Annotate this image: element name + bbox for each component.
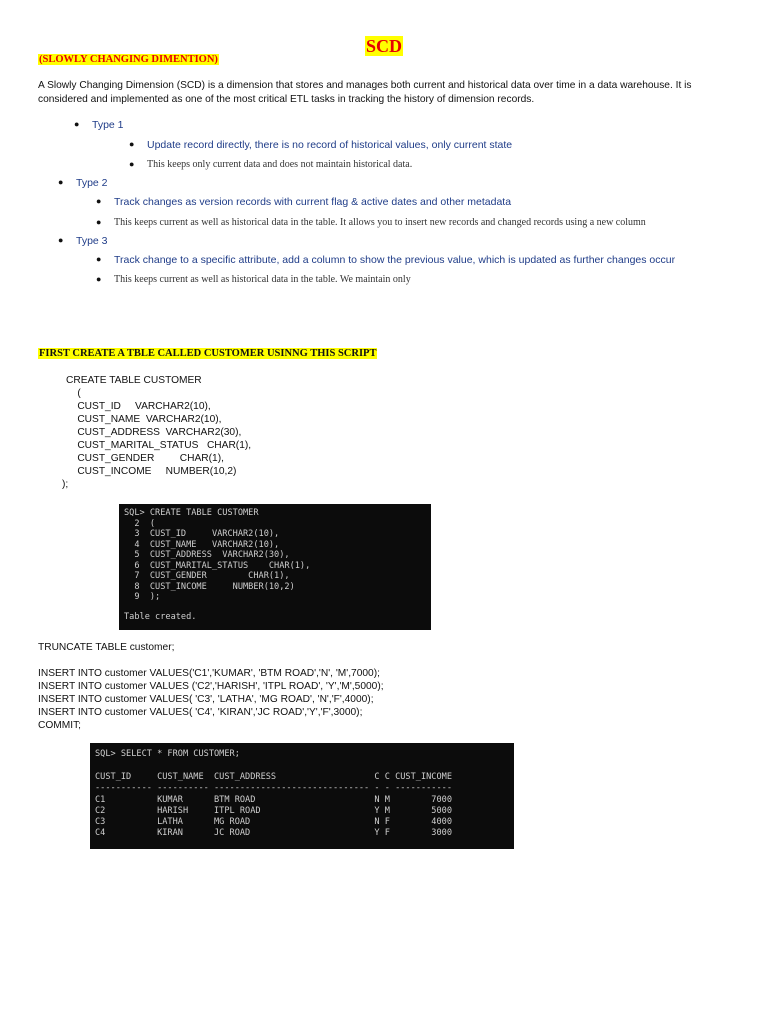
section-heading: FIRST CREATE A TBLE CALLED CUSTOMER USINNG THIS SCRIPT: [39, 348, 377, 359]
script-line: CUST_MARITAL_STATUS CHAR(1),: [66, 440, 252, 451]
type-note: This keeps only current data and does not maintain historical data.: [147, 159, 413, 170]
console-line: 8 CUST_INCOME NUMBER(10,2): [124, 581, 295, 592]
script-line: CUST_GENDER CHAR(1),: [66, 453, 224, 464]
script-line: INSERT INTO customer VALUES( 'C3', 'LATHA', 'MG ROAD', 'N','F',4000);: [38, 694, 374, 705]
console-line: 4 CUST_NAME VARCHAR2(10),: [124, 539, 280, 550]
type-2-detail: [96, 196, 512, 208]
console-line: C2 HARISH ITPL ROAD Y M 5000: [95, 806, 452, 816]
console-line: C3 LATHA MG ROAD N F 4000: [95, 817, 452, 827]
script-line: INSERT INTO customer VALUES('C1','KUMAR', 'BTM ROAD','N', 'M',7000);: [38, 668, 380, 679]
bullet-icon: ●: [129, 139, 135, 149]
script-line: CUST_INCOME NUMBER(10,2): [66, 466, 237, 477]
console-line: 6 CUST_MARITAL_STATUS CHAR(1),: [124, 560, 311, 571]
page-title: SCD: [365, 36, 402, 56]
type-detail: Track change to a specific attribute, add a column to show the previous value, which is updated as further changes occur: [114, 254, 676, 266]
type-3-note: [96, 274, 411, 285]
type-detail: Track changes as version records with current flag & active dates and other metadata: [114, 196, 512, 208]
script-line: INSERT INTO customer VALUES ('C2','HARISH', 'ITPL ROAD', 'Y','M',5000);: [38, 681, 384, 692]
console-line: SQL> CREATE TABLE CUSTOMER: [124, 508, 259, 518]
type-3-detail: [96, 254, 676, 266]
bullet-icon: ●: [58, 177, 64, 187]
type-detail: Update record directly, there is no record of historical values, only current state: [147, 139, 513, 151]
script-line: (: [66, 388, 81, 399]
script-line: CREATE TABLE CUSTOMER: [66, 375, 202, 386]
console-line: 3 CUST_ID VARCHAR2(10),: [124, 529, 280, 539]
script-line: CUST_NAME VARCHAR2(10),: [66, 414, 222, 425]
script-line: CUST_ADDRESS VARCHAR2(30),: [66, 427, 242, 438]
intro-paragraph: A Slowly Changing Dimension (SCD) is a dimension that stores and manages both current and historical data over time in a data warehouse. It is considered and implemented as one of the most critical ETL tasks in tracking the history of dimension records.: [38, 80, 692, 105]
console-line: 9 );: [124, 592, 161, 602]
console-line: ----------- ---------- ------------------------------ - - -----------: [95, 783, 452, 793]
bullet-icon: ●: [58, 235, 64, 245]
sql-console-select: [90, 743, 514, 849]
script-line: CUST_ID VARCHAR2(10),: [66, 401, 211, 412]
console-line: C1 KUMAR BTM ROAD N M 7000: [95, 795, 452, 805]
type-1-item: [74, 119, 124, 131]
bullet-icon: ●: [129, 159, 135, 169]
type-2-item: [58, 177, 108, 189]
type-3-item: [58, 235, 108, 247]
script-line: COMMIT;: [38, 720, 82, 731]
bullet-icon: ●: [96, 217, 102, 227]
console-line: 2 (: [124, 518, 156, 529]
type-label: Type 3: [76, 235, 108, 247]
script-line: INSERT INTO customer VALUES( 'C4', 'KIRAN','JC ROAD','Y','F',3000);: [38, 707, 363, 718]
sql-console-create: [119, 504, 431, 630]
console-line: CUST_ID CUST_NAME CUST_ADDRESS C C CUST_INCOME: [95, 772, 452, 782]
bullet-icon: ●: [96, 196, 102, 206]
type-2-note: [96, 217, 646, 228]
console-line: 5 CUST_ADDRESS VARCHAR2(30),: [124, 550, 290, 560]
bullet-icon: ●: [96, 254, 102, 264]
console-line: C4 KIRAN JC ROAD Y F 3000: [95, 828, 452, 838]
script-line: );: [62, 479, 69, 490]
page-subtitle: (SLOWLY CHANGING DIMENTION): [39, 54, 218, 65]
type-label: Type 1: [92, 119, 124, 131]
type-1-detail: [129, 139, 513, 151]
type-note: This keeps current as well as historical data in the table. It allows you to insert new records and changed records using a new column: [114, 217, 646, 228]
console-line: SQL> SELECT * FROM CUSTOMER;: [95, 749, 240, 759]
bullet-icon: ●: [74, 119, 80, 129]
console-line: 7 CUST_GENDER CHAR(1),: [124, 571, 290, 581]
script-line: TRUNCATE TABLE customer;: [38, 642, 175, 653]
type-1-note: [129, 159, 413, 170]
type-note: This keeps current as well as historical data in the table. We maintain only: [114, 274, 411, 285]
type-label: Type 2: [76, 177, 108, 189]
console-line: Table created.: [124, 612, 197, 622]
bullet-icon: ●: [96, 274, 102, 284]
